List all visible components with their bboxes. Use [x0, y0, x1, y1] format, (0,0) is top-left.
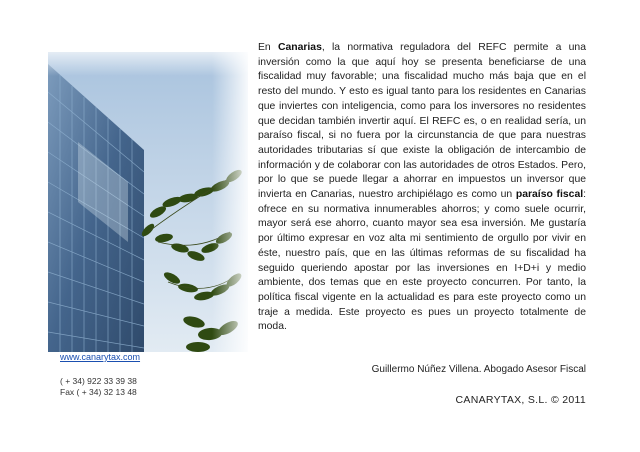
fax-number: Fax ( + 34) 32 13 48	[60, 387, 137, 397]
highlight-paraiso-fiscal: paraíso fiscal	[515, 189, 584, 201]
article-body	[258, 41, 586, 335]
text-part2: : ofrece en su normativa innumerables ahorros; y como suele ocurrir, mayor será ese ahorro, cuanto mayor sea esa inversión. Me gustaría por último expresar en voz alta mi sentimiento de orgullo por vivir en éste, nuestro país, que en las últimas reformas de su fiscalidad ha seguido queriendo apostar por las inversiones en I+D+i y medio ambiente, dos temas que en este proyecto concurren. Por tanto, la política fiscal vigente en la actualidad es para este proyecto como un traje a medida. Este proyecto es pues un proyecto totalmente de moda.	[258, 189, 586, 333]
author-signature: Guillermo Núñez Villena. Abogado Asesor Fiscal	[371, 364, 586, 375]
website-link[interactable]: www.canarytax.com	[60, 352, 141, 362]
building-photo	[48, 52, 248, 352]
text-part1: , la normativa reguladora del REFC permite a una inversión como la que aquí hoy se presenta beneficiarse de una fiscalidad muy favorable; una fiscalidad mucho más baja que en el resto del mundo. Y esto es igual tanto para los residentes en Canarias que inviertes con inteligencia, como para los inversores no residentes que decidan también invertir aquí. El REFC es, o en realidad sería, un paraíso fiscal, si no fuera por la circunstancia de que para nuestras autoridades tributarias sí que existe la obligación de intercambio de información y de colaborar con las autoridades de otros Estados. Pero, por lo que se puede llegar a ahorrar en impuestos un inversor que invierta en Canarias, nuestro archipiélago es como un	[258, 42, 586, 201]
phone-number: ( + 34) 922 33 39 38	[60, 376, 137, 386]
text-intro: En	[258, 42, 278, 53]
contact-info	[60, 376, 137, 398]
copyright-notice: CANARYTAX, S.L. © 2011	[455, 394, 586, 406]
highlight-canarias: Canarias	[277, 42, 322, 53]
